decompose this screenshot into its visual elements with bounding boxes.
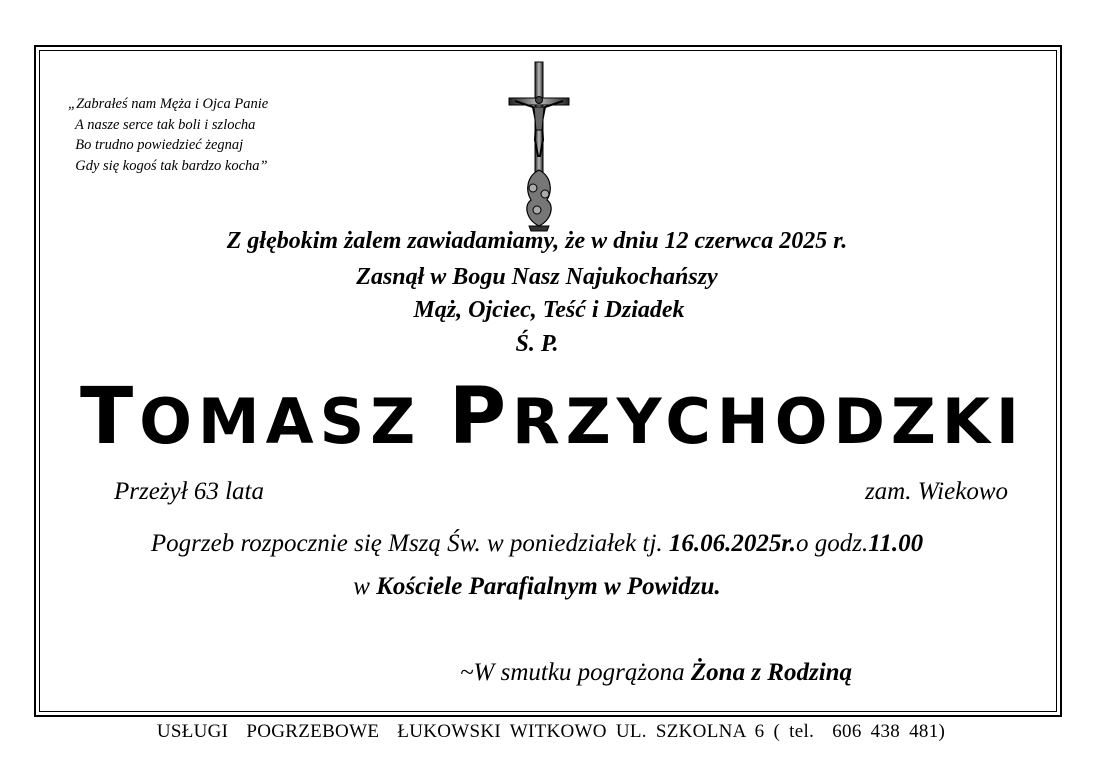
age-text: Przeżył 63 lata bbox=[114, 478, 264, 505]
poem-line: A nasze serce tak boli i szlocha bbox=[68, 116, 256, 133]
poem bbox=[68, 94, 268, 176]
announcement-line: Z głębokim żalem zawiadamiamy, że w dniu 12 czerwca 2025 r. bbox=[226, 228, 848, 254]
poem-line: Bo trudno powiedzieć żegnaj bbox=[68, 137, 244, 153]
residence-text: zam. Wiekowo bbox=[864, 478, 1008, 505]
announcement-line: Ś. P. bbox=[515, 331, 559, 357]
footer-text: USŁUGI POGRZEBOWE ŁUKOWSKI WITKOWO UL. SZKOLNA 6 ( tel. 606 438 481) bbox=[156, 721, 946, 742]
crucifix-icon bbox=[503, 60, 575, 232]
deceased-name bbox=[80, 372, 1025, 462]
poem-line: Gdy się kogoś tak bardzo kocha” bbox=[68, 157, 268, 174]
signature-family: Żona z Rodziną bbox=[690, 659, 853, 686]
funeral-date: 16.06.2025r. bbox=[668, 530, 797, 557]
funeral-place bbox=[0, 573, 1086, 601]
poem-line: „Zabrałeś nam Męża i Ojca Panie bbox=[68, 96, 269, 112]
funeral-time-prefix: o godz. bbox=[796, 530, 869, 557]
funeral-info bbox=[0, 530, 1086, 558]
last-name-rest: RZYCHODZKI bbox=[511, 385, 1025, 458]
funeral-time: 11.00 bbox=[868, 530, 924, 557]
first-name-initial: T bbox=[80, 372, 140, 462]
last-name-initial: P bbox=[448, 372, 512, 462]
announcement-line: Zasnął w Bogu Nasz Najukochańszy bbox=[356, 264, 718, 290]
signature-prefix: ~W smutku pogrążona bbox=[460, 659, 691, 686]
announcement-line: Mąż, Ojciec, Teść i Dziadek bbox=[413, 297, 685, 323]
place-name: Kościele Parafialnym w Powidzu. bbox=[376, 573, 721, 600]
funeral-prefix: Pogrzeb rozpocznie się Mszą Św. w poniedziałek tj. bbox=[150, 530, 669, 557]
signature bbox=[460, 659, 852, 687]
place-prefix: w bbox=[353, 573, 377, 600]
first-name-rest: OMASZ bbox=[139, 385, 422, 458]
